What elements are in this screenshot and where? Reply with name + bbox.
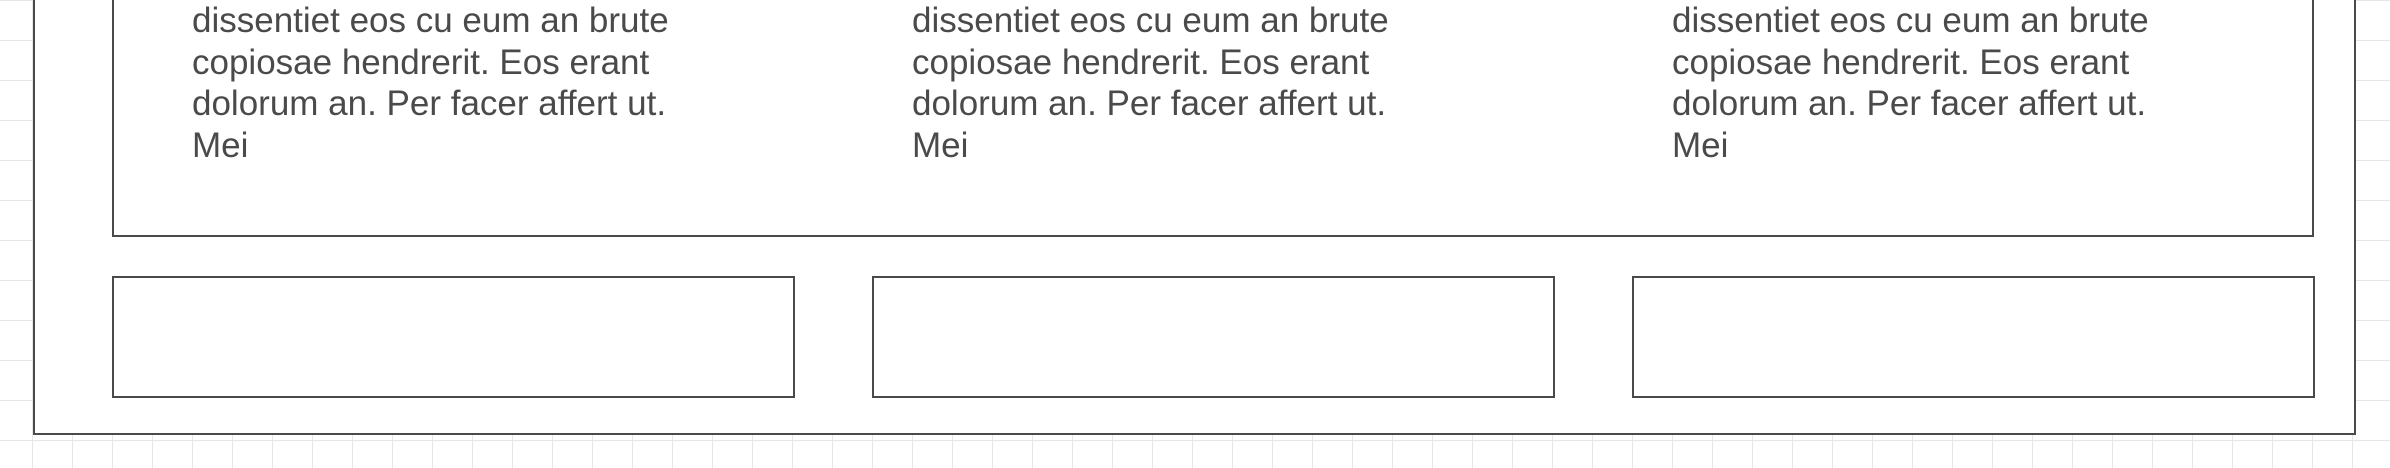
placeholder-box-3	[1632, 276, 2315, 398]
placeholder-box-2	[872, 276, 1555, 398]
column-2-text: dissentiet eos cu eum an brute copiosae hendrerit. Eos erant dolorum an. Per facer affert ut. Mei	[912, 1, 1389, 165]
column-1-text: dissentiet eos cu eum an brute copiosae hendrerit. Eos erant dolorum an. Per facer affert ut. Mei	[192, 1, 669, 165]
placeholder-box-1	[112, 276, 795, 398]
column-3-text: dissentiet eos cu eum an brute copiosae hendrerit. Eos erant dolorum an. Per facer affert ut. Mei	[1672, 1, 2149, 165]
